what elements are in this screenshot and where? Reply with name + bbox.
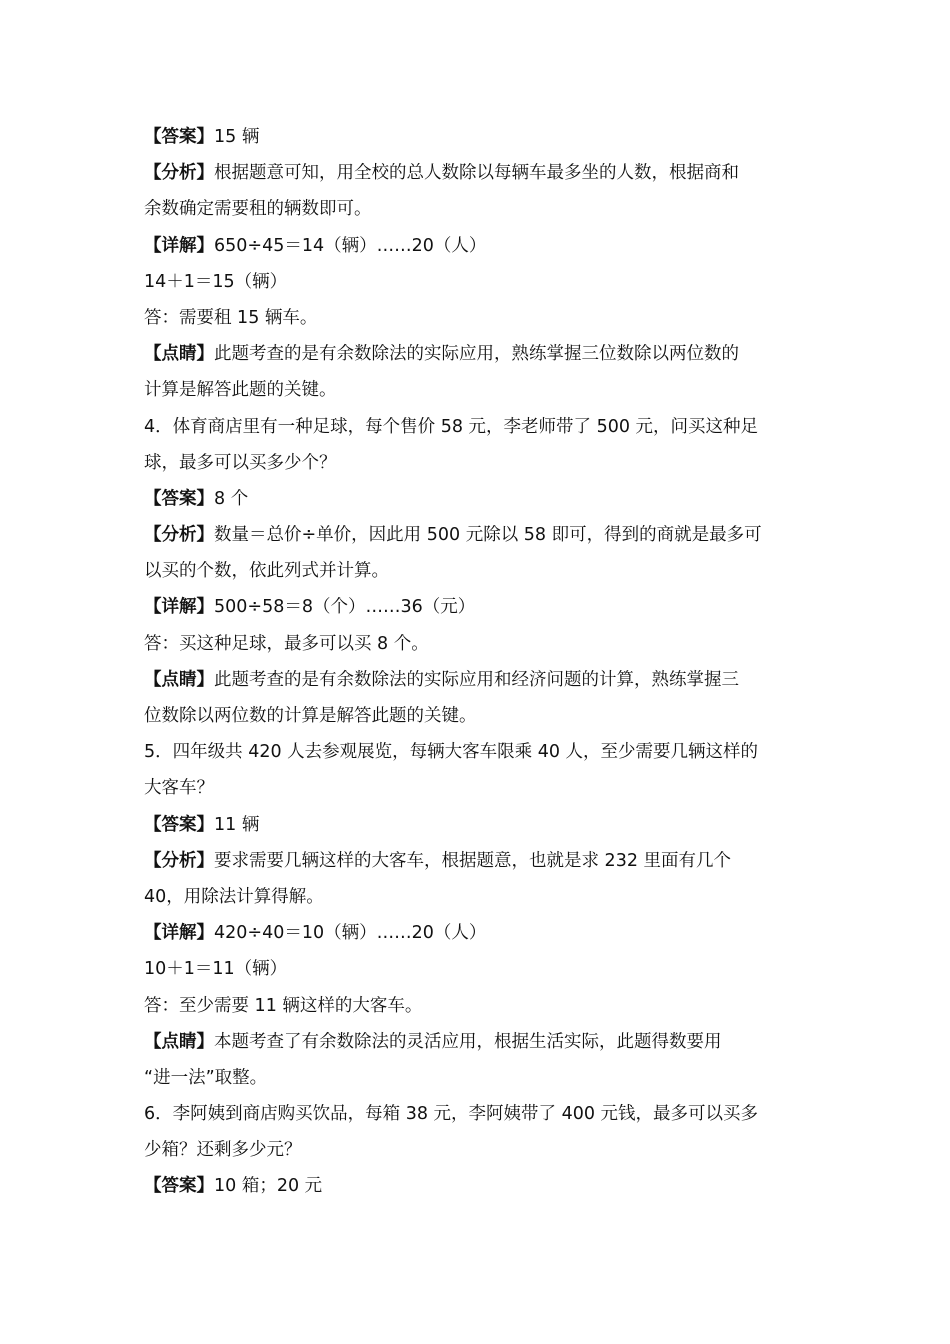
line-text: 8 个 [214, 488, 249, 509]
line-text: 11 辆 [214, 814, 260, 835]
line-text: 650÷45＝14（辆）……20（人） [214, 235, 487, 256]
analysis-line [144, 155, 814, 191]
label-analysis: 【分析】 [144, 850, 214, 871]
line-text: 此题考查的是有余数除法的实际应用，熟练掌握三位数除以两位数的 [214, 344, 739, 365]
label-answer: 【答案】 [144, 1176, 214, 1197]
text-line [144, 1132, 814, 1168]
text-line [144, 264, 814, 300]
label-analysis: 【分析】 [144, 525, 214, 546]
line-text: 数量＝总价÷单价，因此用 500 元除以 58 即可，得到的商就是最多可 [214, 525, 762, 546]
analysis-line [144, 517, 814, 553]
text-line [144, 372, 814, 408]
solution-line [144, 589, 814, 625]
line-text: 10＋1＝11（辆） [144, 959, 288, 980]
question-line [144, 1096, 814, 1132]
label-solution: 【详解】 [144, 235, 214, 256]
label-comment: 【点睛】 [144, 1031, 214, 1052]
solution-line [144, 228, 814, 264]
line-text: 40，用除法计算得解。 [144, 886, 324, 907]
label-answer: 【答案】 [144, 814, 214, 835]
text-line [144, 445, 814, 481]
line-text: 要求需要几辆这样的大客车，根据题意，也就是求 232 里面有几个 [214, 850, 732, 871]
text-line [144, 1060, 814, 1096]
line-text: 大客车？ [144, 778, 214, 799]
answer-line [144, 1168, 814, 1204]
text-line [144, 770, 814, 806]
question-line [144, 409, 814, 445]
answer-line [144, 481, 814, 517]
text-line [144, 698, 814, 734]
line-text: 5．四年级共 420 人去参观展览，每辆大客车限乘 40 人，至少需要几辆这样的 [144, 742, 759, 763]
line-text: “进一法”取整。 [144, 1067, 268, 1088]
text-line [144, 879, 814, 915]
line-text: 4．体育商店里有一种足球，每个售价 58 元，李老师带了 500 元，问买这种足 [144, 416, 759, 437]
line-text: 答：至少需要 11 辆这样的大客车。 [144, 995, 423, 1016]
line-text: 答：买这种足球，最多可以买 8 个。 [144, 633, 429, 654]
line-text: 500÷58＝8（个）……36（元） [214, 597, 476, 618]
answer-line [144, 119, 814, 155]
line-text: 10 箱；20 元 [214, 1176, 323, 1197]
line-text: 少箱？还剩多少元？ [144, 1140, 302, 1161]
text-line [144, 191, 814, 227]
question-line [144, 734, 814, 770]
text-line [144, 988, 814, 1024]
label-comment: 【点睛】 [144, 344, 214, 365]
line-text: 本题考查了有余数除法的灵活应用，根据生活实际，此题得数要用 [214, 1031, 722, 1052]
label-solution: 【详解】 [144, 597, 214, 618]
text-line [144, 300, 814, 336]
document-body [144, 119, 814, 1205]
label-solution: 【详解】 [144, 923, 214, 944]
label-analysis: 【分析】 [144, 163, 214, 184]
label-answer: 【答案】 [144, 488, 214, 509]
line-text: 根据题意可知，用全校的总人数除以每辆车最多坐的人数，根据商和 [214, 163, 739, 184]
text-line [144, 951, 814, 987]
analysis-line [144, 843, 814, 879]
text-line [144, 553, 814, 589]
comment-line [144, 336, 814, 372]
line-text: 此题考查的是有余数除法的实际应用和经济问题的计算，熟练掌握三 [214, 669, 739, 690]
line-text: 答：需要租 15 辆车。 [144, 307, 318, 328]
line-text: 15 辆 [214, 127, 260, 147]
solution-line [144, 915, 814, 951]
line-text: 以买的个数，依此列式并计算。 [144, 561, 389, 582]
label-comment: 【点睛】 [144, 669, 214, 690]
line-text: 420÷40＝10（辆）……20（人） [214, 923, 487, 944]
line-text: 余数确定需要租的辆数即可。 [144, 199, 372, 220]
line-text: 位数除以两位数的计算是解答此题的关键。 [144, 706, 477, 726]
comment-line [144, 662, 814, 698]
answer-line [144, 807, 814, 843]
line-text: 14＋1＝15（辆） [144, 271, 288, 292]
line-text: 6．李阿姨到商店购买饮品，每箱 38 元，李阿姨带了 400 元钱，最多可以买多 [144, 1104, 759, 1125]
line-text: 计算是解答此题的关键。 [144, 380, 337, 401]
comment-line [144, 1024, 814, 1060]
line-text: 球，最多可以买多少个？ [144, 452, 337, 473]
label-answer: 【答案】 [144, 127, 214, 147]
text-line [144, 626, 814, 662]
